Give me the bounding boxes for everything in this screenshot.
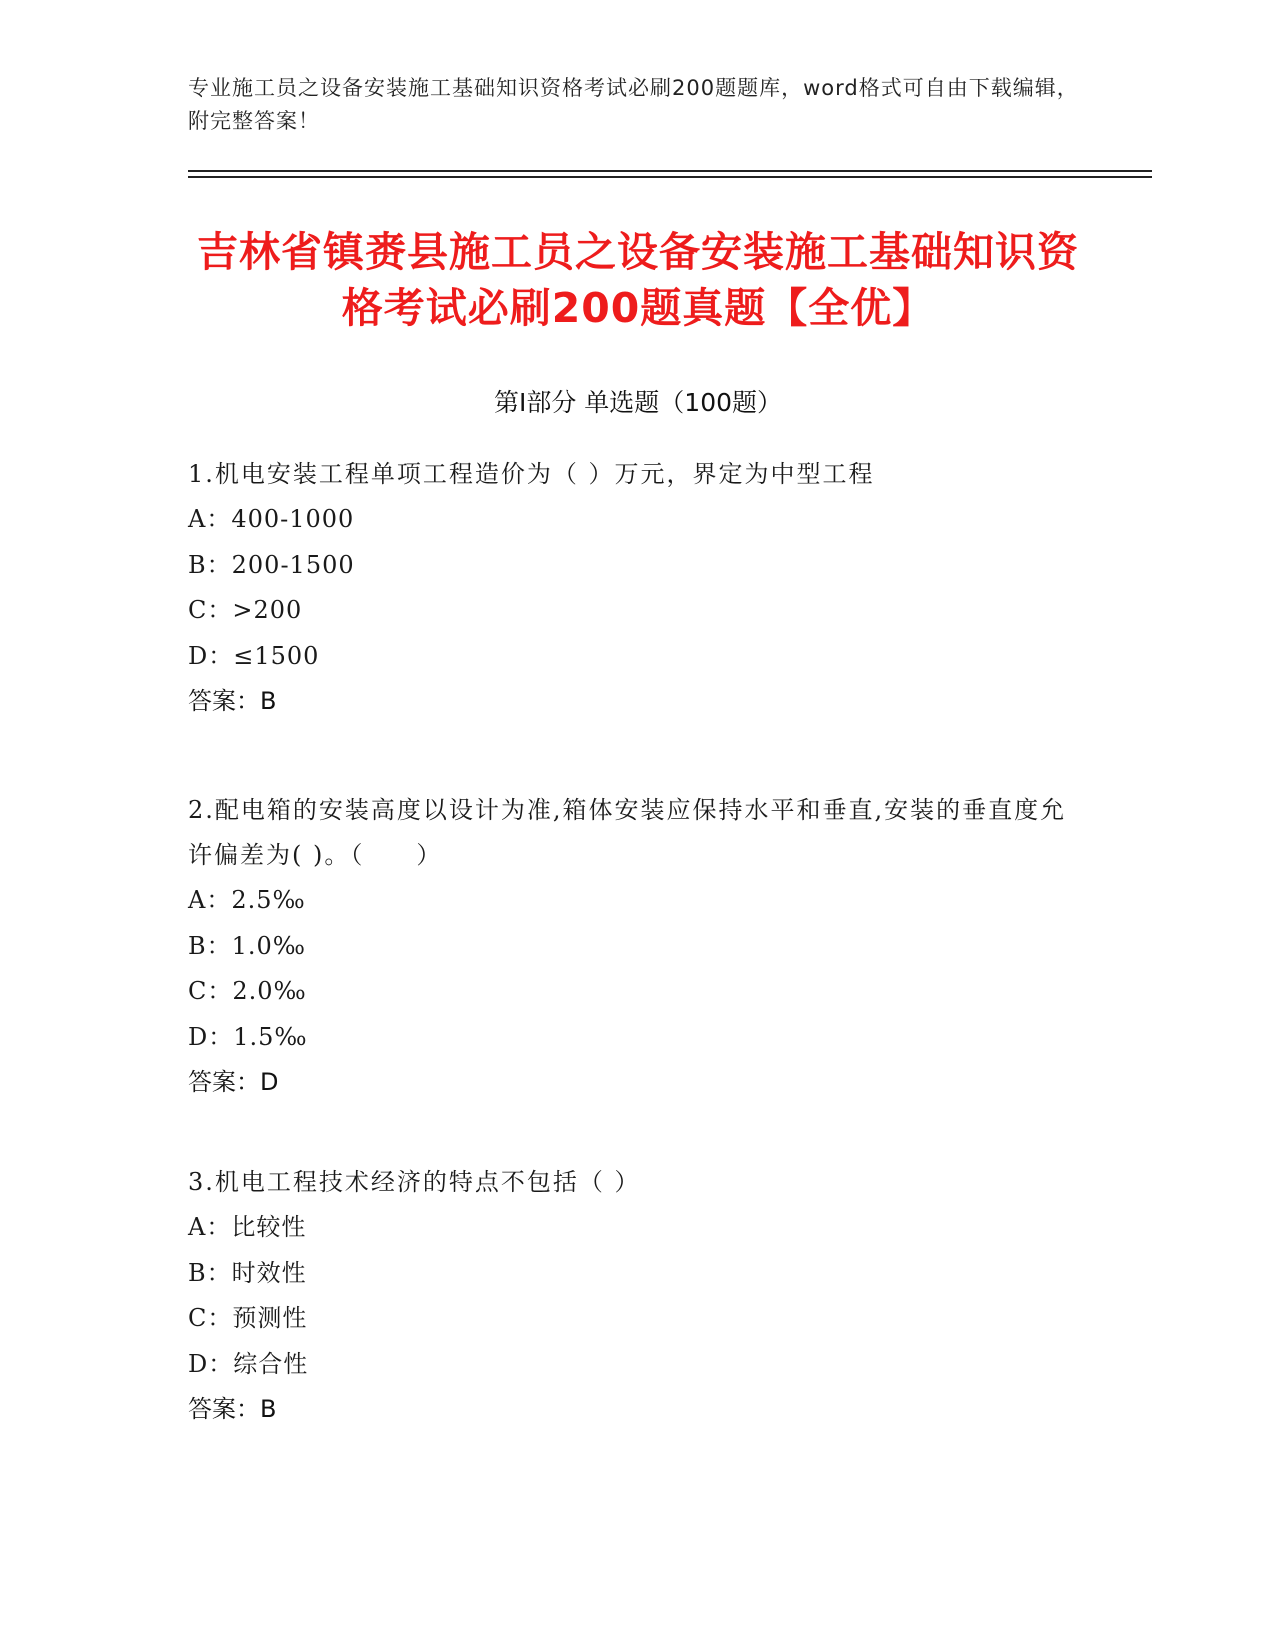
header-divider-top bbox=[188, 170, 1152, 172]
option-c: C：>200 bbox=[188, 596, 303, 624]
option-b: B：1.0‰ bbox=[188, 931, 307, 960]
option-c: C：预测性 bbox=[188, 1304, 308, 1332]
section-heading: 第Ⅰ部分 单选题（100题） bbox=[493, 388, 783, 417]
header-divider-bottom bbox=[188, 176, 1152, 178]
question-3 bbox=[188, 1160, 1088, 1432]
question-2 bbox=[188, 788, 1088, 1105]
question-stem: 1.机电安装工程单项工程造价为（ ）万元，界定为中型工程 bbox=[188, 460, 875, 488]
question-stem: 2.配电箱的安装高度以设计为准,箱体安装应保持水平和垂直,安装的垂直度允许偏差为( )。（ ） bbox=[188, 796, 1067, 869]
answer: 答案：B bbox=[188, 1395, 277, 1423]
option-d: D：≤1500 bbox=[188, 641, 320, 670]
option-c: C：2.0‰ bbox=[188, 977, 307, 1005]
option-d: D：综合性 bbox=[188, 1349, 309, 1378]
option-a: A：2.5‰ bbox=[188, 886, 306, 914]
answer: 答案：B bbox=[188, 687, 277, 715]
answer: 答案：D bbox=[188, 1068, 279, 1096]
option-d: D：1.5‰ bbox=[188, 1022, 308, 1051]
document-title: 吉林省镇赉县施工员之设备安装施工基础知识资格考试必刷200题真题【全优】 bbox=[197, 228, 1079, 332]
header-note: 专业施工员之设备安装施工基础知识资格考试必刷200题题库，word格式可自由下载编辑，附完整答案！ bbox=[188, 76, 1079, 133]
option-b: B：时效性 bbox=[188, 1258, 307, 1287]
question-1 bbox=[188, 452, 1088, 724]
option-a: A：比较性 bbox=[188, 1213, 307, 1241]
option-a: A：400-1000 bbox=[188, 505, 355, 533]
question-stem: 3.机电工程技术经济的特点不包括（ ） bbox=[188, 1168, 641, 1196]
option-b: B：200-1500 bbox=[188, 550, 355, 579]
